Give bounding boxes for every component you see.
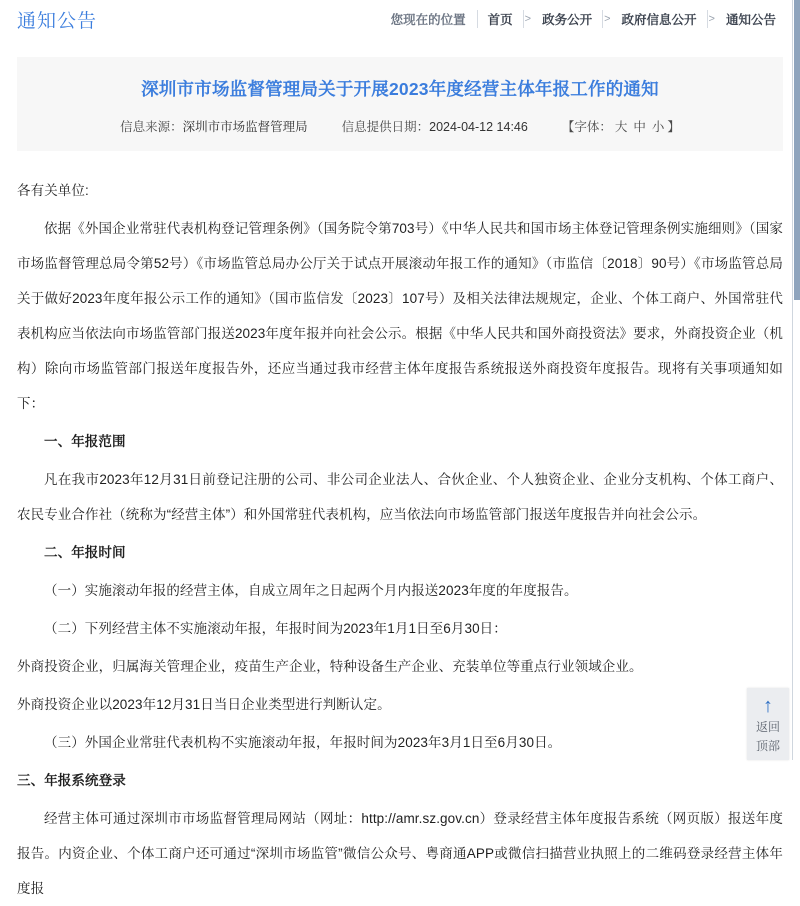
channel-title: 通知公告: [17, 10, 98, 32]
article-salutation: 各有关单位:: [17, 183, 89, 198]
article-section-2-item-2-detail-1: 外商投资企业，归属海关管理企业，疫苗生产企业，特种设备生产企业、充装单位等重点行业领域企业。: [17, 659, 643, 674]
document-meta-row: [37, 117, 763, 135]
meta-source-value: 深圳市市场监督管理局: [182, 120, 308, 134]
article-section-2-item-3: （三）外国企业常驻代表机构不实施滚动年报，年报时间为2023年3月1日至6月30日。: [44, 735, 562, 750]
meta-date: [342, 117, 528, 135]
article-section-heading-2: 二、年报时间: [44, 545, 126, 560]
back-to-top-label-line1: 返回: [755, 720, 780, 734]
article-section-2-item-2: （二）下列经营主体不实施滚动年报，年报时间为2023年1月1日至6月30日：: [44, 621, 507, 636]
article-section-heading-1: 一、年报范围: [44, 434, 126, 449]
font-size-large-button[interactable]: 大: [614, 120, 628, 134]
article-section-3-paragraph: 经营主体可通过深圳市市场监督管理局网站（网址：http://amr.sz.gov.cn）登录经营主体年度报告系统（网页版）报送年度报告。内资企业、个体工商户还可通过“深圳市场监管”微信公众号、粤商通APP或微信扫描营业执照上的二维码登录经营主体年度报: [17, 811, 783, 896]
page-title: 深圳市市场监督管理局关于开展2023年度经营主体年报工作的通知: [141, 79, 659, 99]
font-size-small-button[interactable]: 小: [651, 120, 665, 134]
back-to-top-button[interactable]: [747, 688, 789, 760]
article-section-2-item-2-detail-2: 外商投资企业以2023年12月31日当日企业类型进行判断认定。: [17, 697, 391, 712]
breadcrumb-item-government-affairs[interactable]: 政务公开: [532, 10, 603, 28]
breadcrumb: [391, 10, 790, 28]
font-size-label: 字体：: [574, 120, 612, 134]
page-header: [0, 0, 800, 38]
document-title-panel: [17, 57, 783, 151]
font-size-controls: [562, 117, 680, 135]
back-to-top-label-line2: 顶部: [755, 739, 780, 753]
breadcrumb-separator-icon: >: [524, 13, 532, 25]
article-paragraph-intro: 依据《外国企业常驻代表机构登记管理条例》（国务院令第703号）《中华人民共和国市场主体登记管理条例实施细则》（国家市场监督管理总局令第52号）《市场监管总局办公厅关于试点开展滚动年报工作的通知》（市监信〔2018〕90号）《市场监管总局关于做好2023年度年报公示工作的通知》（国市监信发〔2023〕107号）及相关法律法规规定，企业、个体工商户、外国常驻代表机构应当依法向市场监管部门报送2023年度年报并向社会公示。根据《中华人民共和国外商投资法》要求，外商投资企业（机构）除向市场监管部门报送年度报告外，还应当通过我市经营主体年度报告系统报送外商投资年度报告。现将有关事项通知如下：: [17, 221, 783, 411]
meta-source-label: 信息来源：: [120, 120, 183, 134]
vertical-scrollbar[interactable]: [792, 0, 800, 760]
font-size-medium-button[interactable]: 中: [633, 120, 646, 134]
font-size-open-bracket: 【: [561, 120, 575, 134]
font-size-close-bracket: 】: [667, 120, 680, 134]
breadcrumb-separator-icon: >: [604, 13, 611, 25]
breadcrumb-item-home[interactable]: 首页: [478, 10, 524, 28]
arrow-up-icon: ↑: [763, 695, 773, 717]
breadcrumb-item-government-info-disclosure[interactable]: 政府信息公开: [612, 10, 708, 28]
meta-date-label: 信息提供日期：: [341, 120, 430, 134]
article-section-heading-3: 三、年报系统登录: [17, 773, 126, 788]
meta-date-value: 2024-04-12 14:46: [429, 120, 528, 134]
article-section-2-item-1: （一）实施滚动年报的经营主体，自成立周年之日起两个月内报送2023年度的年度报告。: [44, 583, 578, 598]
vertical-scrollbar-thumb[interactable]: [794, 0, 800, 300]
breadcrumb-item-notices[interactable]: 通知公告: [725, 13, 776, 27]
breadcrumb-label: 您现在的位置: [391, 10, 478, 28]
article-body: [17, 151, 783, 906]
meta-source: [120, 117, 308, 135]
breadcrumb-separator-icon: >: [708, 13, 715, 25]
article-section-1-paragraph: 凡在我市2023年12月31日前登记注册的公司、非公司企业法人、合伙企业、个人独资企业、企业分支机构、个体工商户、农民专业合作社（统称为“经营主体”）和外国常驻代表机构，应当依法向市场监管部门报送年度报告并向社会公示。: [17, 472, 783, 522]
